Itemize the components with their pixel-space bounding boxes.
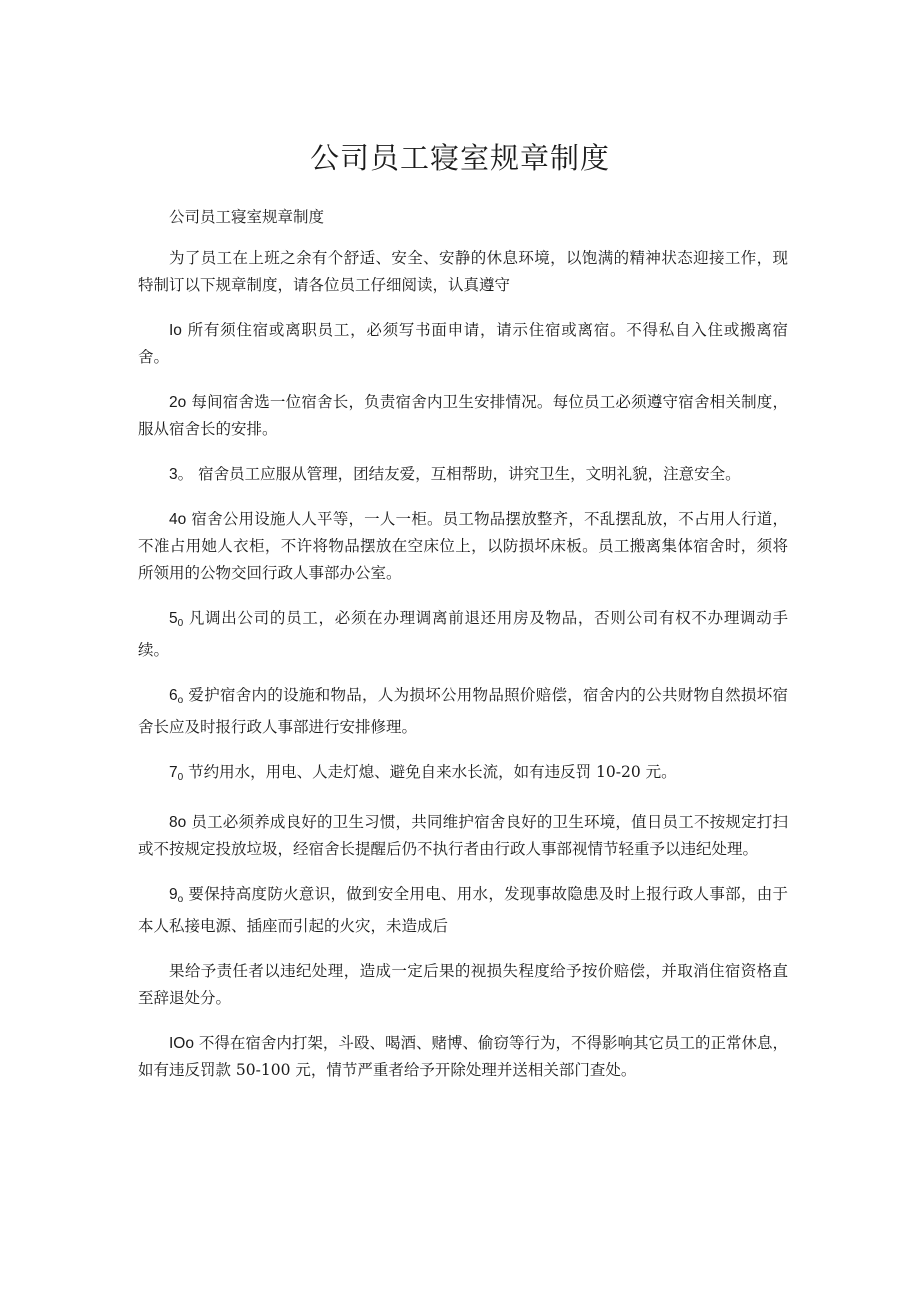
rule-text: 果给予责任者以违纪处理，造成一定后果的视损失程度给予按价赔偿，并取消住宿资格直至辞退处分。 [138, 962, 788, 1007]
rule-number-subscript: o [177, 695, 184, 706]
rule-number: 5 [169, 610, 178, 627]
rule-number-subscript: 0 [177, 772, 184, 783]
rule-text: 要保持高度防火意识，做到安全用电、用水，发现事故隐患及时上报行政人事部，由于本人私接电源、插座而引起的火灾，未造成后 [138, 885, 788, 935]
rule-number-subscript: o [177, 894, 184, 905]
rule-number: 8o [169, 814, 187, 831]
rule-number: 9 [169, 886, 178, 903]
rule-paragraph [138, 809, 788, 863]
rule-text: 每间宿舍选一位宿舍长，负责宿舍内卫生安排情况。每位员工必须遵守宿舍相关制度，服从宿舍长的安排。 [138, 393, 788, 438]
rule-text: 爱护宿舍内的设施和物品，人为损坏公用物品照价赔偿，宿舍内的公共财物自然损坏宿舍长应及时报行政人事部进行安排修理。 [138, 686, 788, 736]
rule-text: 不得在宿舍内打架，斗殴、喝酒、赌博、偷窃等行为，不得影响其它员工的正常休息，如有违反罚款 50-100 元，情节严重者给予开除处理并送相关部门查处。 [138, 1034, 788, 1079]
rule-number: IOo [169, 1035, 194, 1052]
rule-number: 4o [169, 511, 187, 528]
rule-number: Io [169, 322, 182, 339]
rule-paragraph [138, 881, 788, 940]
rule-number: 3。 [169, 466, 194, 483]
rule-text: 所有须住宿或离职员工，必须写书面申请，请示住宿或离宿。不得私自入住或搬离宿舍。 [138, 321, 788, 366]
rule-text: 员工必须养成良好的卫生习惯，共同维护宿舍良好的卫生环境，值日员工不按规定打扫或不按规定投放垃圾，经宿舍长提醒后仍不执行者由行政人事部视情节轻重予以违纪处理。 [138, 813, 788, 858]
intro-paragraph: 为了员工在上班之余有个舒适、安全、安静的休息环境，以饱满的精神状态迎接工作，现特制订以下规章制度，请各位员工仔细阅读，认真遵守 [138, 249, 788, 294]
rule-number: 2o [169, 394, 187, 411]
rule-text: 宿舍公用设施人人平等，一人一柜。员工物品摆放整齐，不乱摆乱放，不占用人行道，不准占用她人衣柜，不许将物品摆放在空床位上，以防损坏床板。员工搬离集体宿舍时，须将所领用的公物交回行政人事部办公室。 [138, 510, 788, 582]
rule-paragraph [138, 759, 788, 791]
rule-paragraph [138, 389, 788, 443]
rule-paragraph [138, 461, 788, 488]
rule-paragraph [138, 506, 788, 587]
rule-text: 宿舍员工应服从管理，团结友爱，互相帮助，讲究卫生，文明礼貌，注意安全。 [198, 465, 741, 483]
rule-number: 6 [169, 687, 178, 704]
rule-paragraph [138, 682, 788, 741]
rule-paragraph [138, 317, 788, 371]
rule-number: 7 [169, 764, 178, 781]
rule-paragraph [138, 605, 788, 664]
rule-text: 节约用水，用电、人走灯熄、避免自来水长流，如有违反罚 10-20 元。 [188, 763, 677, 781]
rules-list [138, 317, 788, 1084]
document-subtitle: 公司员工寝室规章制度 [169, 208, 325, 226]
document-body [138, 204, 788, 1102]
rule-paragraph [138, 958, 788, 1012]
rule-paragraph [138, 1030, 788, 1084]
document-title: 公司员工寝室规章制度 [309, 141, 610, 175]
rule-text: 凡调出公司的员工，必须在办理调离前退还用房及物品，否则公司有权不办理调动手续。 [138, 609, 788, 659]
rule-number-subscript: 0 [177, 618, 184, 629]
